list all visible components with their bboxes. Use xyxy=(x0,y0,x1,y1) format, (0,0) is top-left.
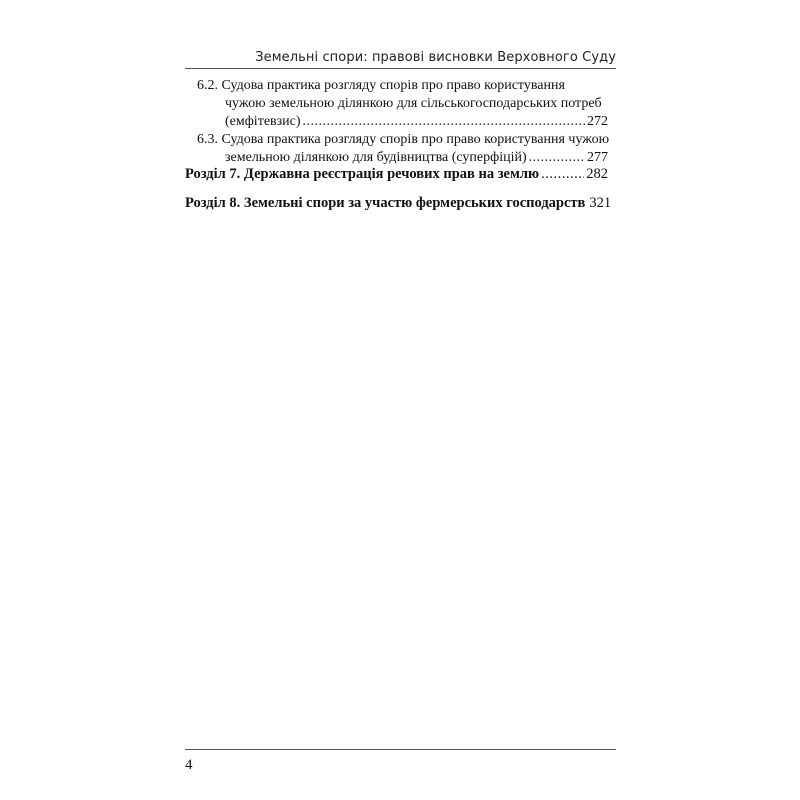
toc-entry-6-3[interactable] xyxy=(197,131,609,167)
toc-entry-6-2-line-2: чужою земельною ділянкою для сільськогосподарських потреб xyxy=(225,96,602,111)
toc-section-8-page: 321 xyxy=(589,195,612,211)
toc-entry-6-3-title-end: земельною ділянкою для будівництва (суперфіцій) xyxy=(225,150,527,165)
toc-section-7-title: Розділ 7. Державна реєстрація речових прав на землю xyxy=(185,166,540,182)
toc-section-8[interactable] xyxy=(185,194,612,212)
toc-entry-6-2-title-end: (емфітевзис) xyxy=(225,114,301,129)
dot-leader xyxy=(303,113,585,131)
toc-section-7-page: 282 xyxy=(586,166,608,182)
toc-entry-6-2-page: 272 xyxy=(587,114,608,129)
toc-entry-6-3-line-1: 6.3. Судова практика розгляду спорів про право користування чужою xyxy=(197,132,610,147)
toc-entry-6-2[interactable] xyxy=(197,77,608,131)
header-rule xyxy=(185,68,616,69)
footer-rule xyxy=(185,749,616,750)
page-number: 4 xyxy=(185,757,193,773)
toc-section-7[interactable] xyxy=(185,165,608,183)
toc-entry-6-3-page: 277 xyxy=(587,150,608,165)
toc-section-8-title: Розділ 8. Земельні спори за участю фермерських господарств xyxy=(185,195,586,211)
dot-leader xyxy=(541,165,584,183)
toc-entry-6-2-line-1: 6.2. Судова практика розгляду спорів про право користування xyxy=(197,78,565,93)
toc-entry-6-2-line-3 xyxy=(197,113,608,131)
running-header: Земельні спори: правові висновки Верховного Суду xyxy=(255,50,616,65)
